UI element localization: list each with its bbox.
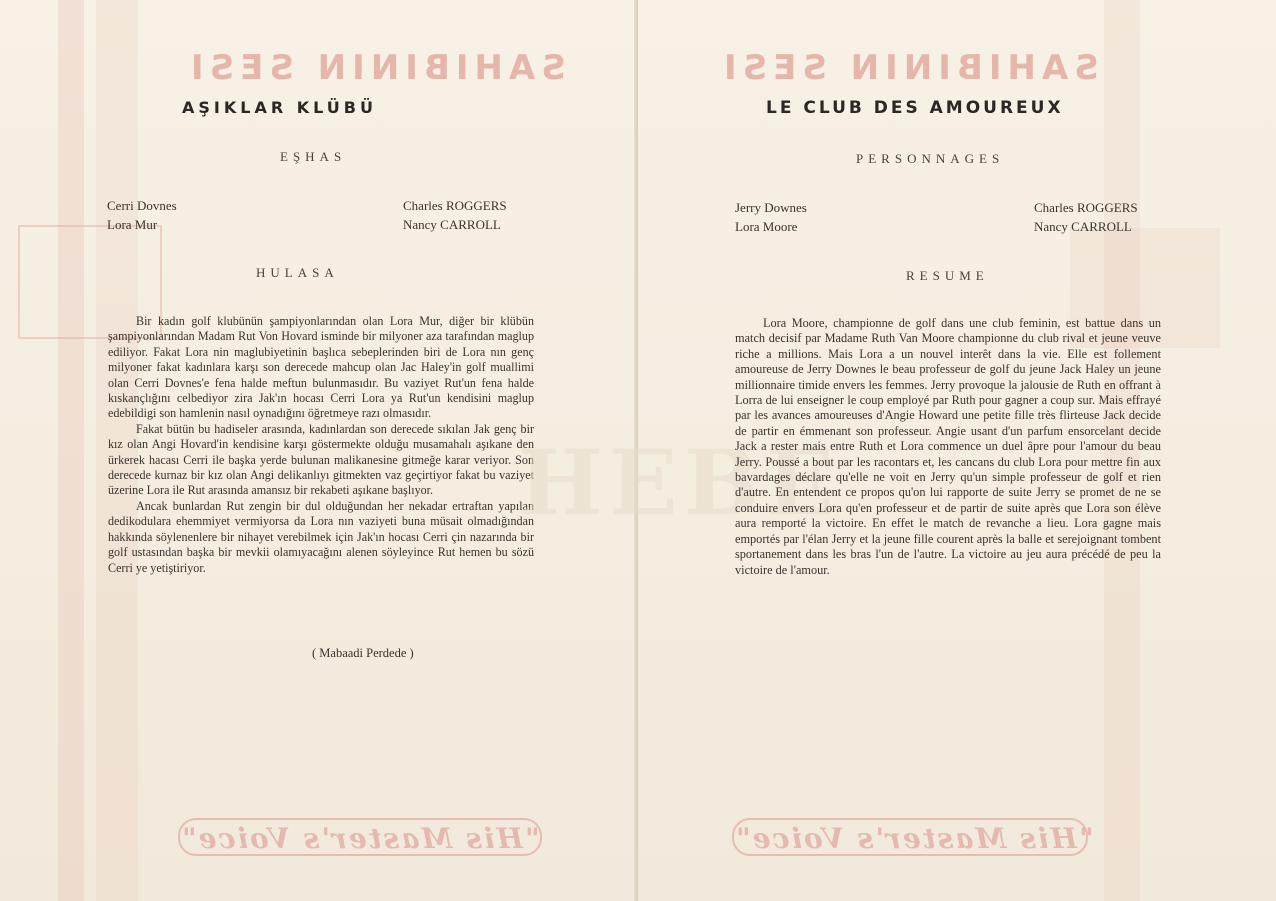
- summary-body: [108, 314, 534, 576]
- summary-body: [735, 316, 1161, 578]
- cast-character: Lora Moore: [735, 219, 798, 234]
- summary-paragraph: Ancak bunlardan Rut zengin bir dul olduğundan her nekadar ertraftan yapılan dedikodulara ehemmiyet vermiyorsa da Lora nın vaziyeti buna müsait olmadığından hakkında söylenenlere bir nihayet verebilmek için Jak'ın hocası Cerri çin nazarında bir golf ustasından başka bir mevkii olamıyacağını alenen söyleyince Rut hemen bu sözü Cerri ye yetiştiriyor.: [108, 498, 534, 575]
- summary-heading: HULASA: [256, 265, 339, 280]
- summary-heading: RESUME: [906, 268, 989, 283]
- cast-heading: PERSONNAGES: [856, 151, 1005, 166]
- cast-character: Jerry Downes: [735, 200, 807, 215]
- footer-brand-mirrored: "His Master's Voice": [734, 822, 1094, 855]
- footer-brand-mirrored: "His Master's Voice": [180, 822, 540, 855]
- cast-actor: Nancy CARROLL: [403, 217, 501, 232]
- right-page: [518, 0, 1276, 901]
- watermark: HEBE: [518, 430, 841, 536]
- red-print-stripe: [58, 0, 84, 901]
- page-title: AŞIKLAR KLÜBÜ: [182, 98, 377, 117]
- cast-actors-list: [1034, 198, 1138, 236]
- cast-actors-list: [403, 196, 507, 234]
- summary-paragraph: Bir kadın golf klubünün şampiyonlarından olan Lora Mur, diğer bir klübün şampiyonlarından Madam Rut Von Hovard isminde bir milyoner aza tarafından maglup ediliyor. Fakat Lora nin maglubiyetinin başlıca sebeplerinden biri de Lora nın genç milyoner fakat kadınlara karşı son derecede mahcup olan Jac Haley'in golf muallimi olan Cerri Dovnes'e fena halde meftun bulunmasıdır. Bu vaziyet Rut'un fena halde kıskançlığını celbediyor zira Jak'ın hocası Cerri Lora ya Rut'un kendisini maglup edebildigi son hamlenin nasıl oynadığını öğretmeye razı olmasıdır.: [108, 314, 534, 421]
- cast-actor: Charles ROGGERS: [403, 198, 507, 213]
- cast-actors-list: [107, 196, 177, 234]
- closing-note: ( Mabaadi Perdede ): [312, 646, 414, 660]
- page-title: LE CLUB DES AMOUREUX: [766, 98, 1064, 118]
- summary-paragraph: Lora Moore, championne de golf dans une club feminin, est battue dans un match decisif par Madame Ruth Van Moore championne du club rival et jeune veuve riche a millions. Mais Lora a un nouvel interêt dans la vie. Elle est follement amoureuse de Jerry Downes le beau professeur de golf du jeune Jack Haley un jeune millionnaire timide envers les femmes. Jerry provoque la jalousie de Ruth en offrant à Lorra de lui enseigner le coup employé par Ruth pour gagner a coup sur. Mais effrayé par les avances amoureuses d'Angie Howard une petite fille très flirteuse Jack decide de partir en émmenant son professeur. Angie usant d'un parfum ensorcelant decide Jack a rester mais entre Ruth et Lora commence un duel âpre pour l'amour du beau Jerry. Poussé a bout par les racontars et, les cancans du club Lora pour mettre fin aux bavardages déclare qu'elle ne voit en Jerry qu'un simple professeur de golf et rien d'autre. En entendent ce propos qu'on lui rapporte de suite Jerry se promet de ne se conduire envers Lora qu'en professeur et de partir de suite après que Lora son élève aura remporté la victoire. En effet le match de revanche a lieu. Lora gagne mais emportés par l'élan Jerry et la jeune fille courent après la balle et serejoignant tombent sportanement dans les bras l'un de l'autre. La victoire au jeu aura précédé de peu la victoire de l'amour.: [735, 316, 1161, 577]
- cast-actor: Nancy CARROLL: [1034, 219, 1132, 234]
- cast-heading: EŞHAS: [280, 149, 347, 164]
- cast-actor: Charles ROGGERS: [1034, 200, 1138, 215]
- summary-paragraph: Fakat bütün bu hadiseler arasında, kadınlardan son derecede sıkılan Jak genç bir kız olan Angi Hovard'in kendisine karşı göstermekte olduğu musamahalı aşıkane den ürkerek hacası Cerri ile başka yerde bulunan malikanesine gitmeğe karar veriyor. Son derecede kurnaz bir kız olan Angi delikanlıyı gitmekten vaz geçirtiyor fakat bu vaziyet üzerine Lora ile Rut arasında amansız bir rekabeti aşıkane başlıyor.: [108, 421, 534, 498]
- cast-character: Lora Mur: [107, 217, 158, 232]
- cast-character: Cerri Dovnes: [107, 198, 177, 213]
- cast-characters-list: [735, 198, 807, 236]
- masthead-mirrored: SAHIBININ SESI: [185, 48, 566, 88]
- masthead-mirrored: SAHIBININ SESI: [718, 48, 1099, 88]
